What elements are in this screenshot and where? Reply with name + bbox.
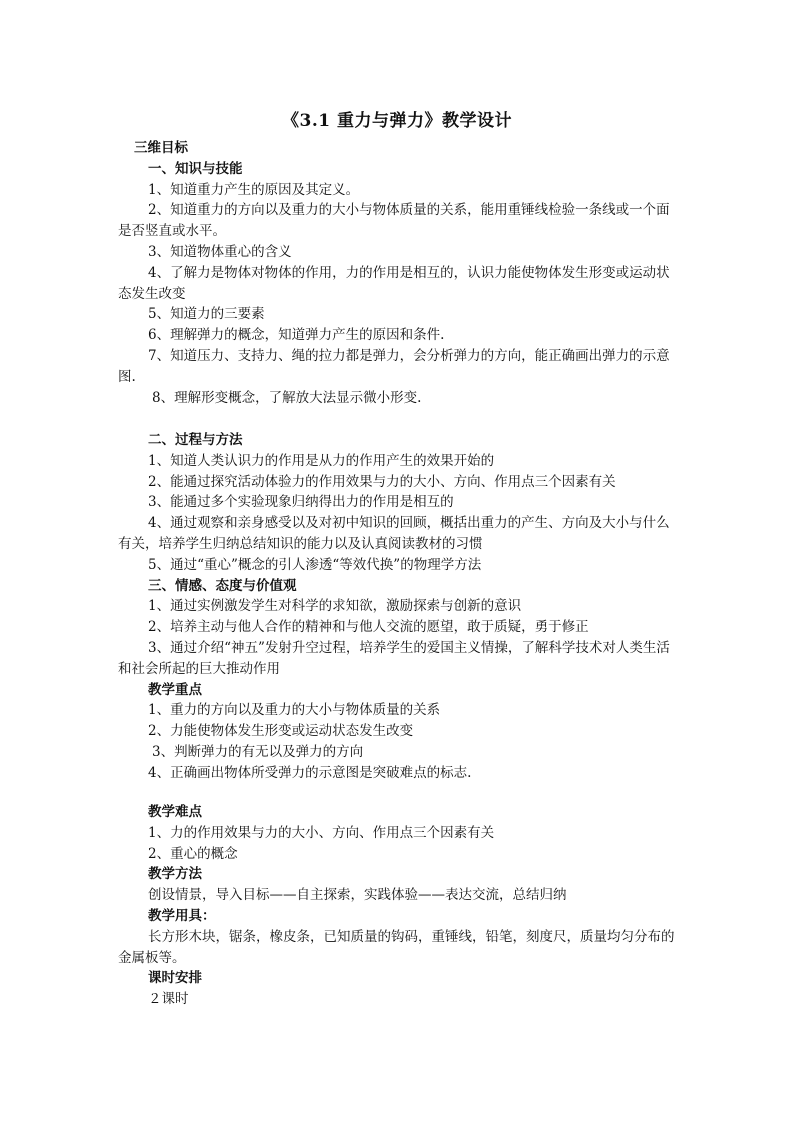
knowledge-item-2: 2、知道重力的方向以及重力的大小与物体质量的关系，能用重锤线检验一条线或一个面是否竖直或水平。 (118, 202, 670, 240)
schedule-heading: 课时安排 (148, 970, 202, 987)
key-points-heading: 教学重点 (148, 681, 202, 698)
knowledge-item-4: 4、了解力是物体对物体的作用，力的作用是相互的，认识力能使物体发生形变或运动状态发生改变 (118, 264, 670, 302)
emotion-item-2: 2、培养主动与他人合作的精神和与他人交流的愿望，敢于质疑，勇于修正 (148, 619, 589, 636)
difficulties-heading: 教学难点 (148, 804, 202, 820)
key-point-3: 3、判断弹力的有无以及弹力的方向 (152, 743, 364, 760)
process-item-2: 2、能通过探究活动体验力的作用效果与力的大小、方向、作用点三个因素有关 (148, 473, 616, 490)
difficulty-1: 1、力的作用效果与力的大小、方向、作用点三个因素有关 (148, 824, 495, 841)
knowledge-item-6: 6、理解弹力的概念，知道弹力产生的原因和条件. (148, 327, 445, 344)
knowledge-section (118, 138, 678, 408)
emotion-heading: 三、情感、态度与价值观 (148, 577, 297, 594)
methods-text: 创设情景，导入目标——自主探索，实践体验——表达交流，总结归纳 (148, 887, 567, 904)
emotion-item-1: 1、通过实例激发学生对科学的求知欲，激励探索与创新的意识 (148, 598, 522, 615)
process-item-3: 3、能通过多个实验现象归纳得出力的作用是相互的 (148, 494, 454, 511)
difficulties-section (118, 802, 678, 1010)
schedule-text: ２课时 (148, 991, 189, 1008)
difficulty-2: 2、重心的概念 (148, 845, 238, 862)
goals-heading: 三维目标 (134, 140, 188, 156)
key-point-1: 1、重力的方向以及重力的大小与物体质量的关系 (148, 702, 441, 719)
process-item-1: 1、知道人类认识力的作用是从力的作用产生的效果开始的 (148, 452, 495, 469)
process-item-4: 4、通过观察和亲身感受以及对初中知识的回顾，概括出重力的产生、方向及大小与什么有关，培养学生归纳总结知识的能力以及认真阅读教材的习惯 (118, 515, 670, 552)
knowledge-item-7: 7、知道压力、支持力、绳的拉力都是弹力，会分析弹力的方向，能正确画出弹力的示意图. (118, 347, 670, 385)
key-point-2: 2、力能使物体发生形变或运动状态发生改变 (148, 723, 414, 740)
knowledge-item-3: 3、知道物体重心的含义 (148, 243, 292, 260)
knowledge-item-5: 5、知道力的三要素 (148, 306, 265, 323)
methods-heading: 教学方法 (148, 866, 202, 883)
process-section (118, 430, 678, 784)
tools-heading: 教学用具： (148, 907, 216, 924)
tools-text: 长方形木块，锯条，橡皮条，已知质量的钩码，重锤线，铅笔，刻度尺，质量均匀分布的金属板等。 (118, 928, 675, 966)
knowledge-heading: 一、知识与技能 (148, 160, 243, 177)
key-point-4: 4、正确画出物体所受弹力的示意图是突破难点的标志. (148, 764, 472, 781)
page-title: 《3.1 重力与弹力》教学设计 (282, 111, 512, 131)
process-item-5: 5、通过“重心”概念的引人渗透“等效代换”的物理学方法 (148, 556, 482, 573)
knowledge-item-1: 1、知道重力产生的原因及其定义。 (148, 181, 360, 198)
process-heading: 二、过程与方法 (148, 432, 243, 448)
knowledge-item-8: 8、理解形变概念，了解放大法显示微小形变. (152, 389, 422, 406)
emotion-item-3: 3、通过介绍“神五”发射升空过程，培养学生的爱国主义情操，了解科学技术对人类生活和社会所起的巨大推动作用 (118, 639, 670, 677)
